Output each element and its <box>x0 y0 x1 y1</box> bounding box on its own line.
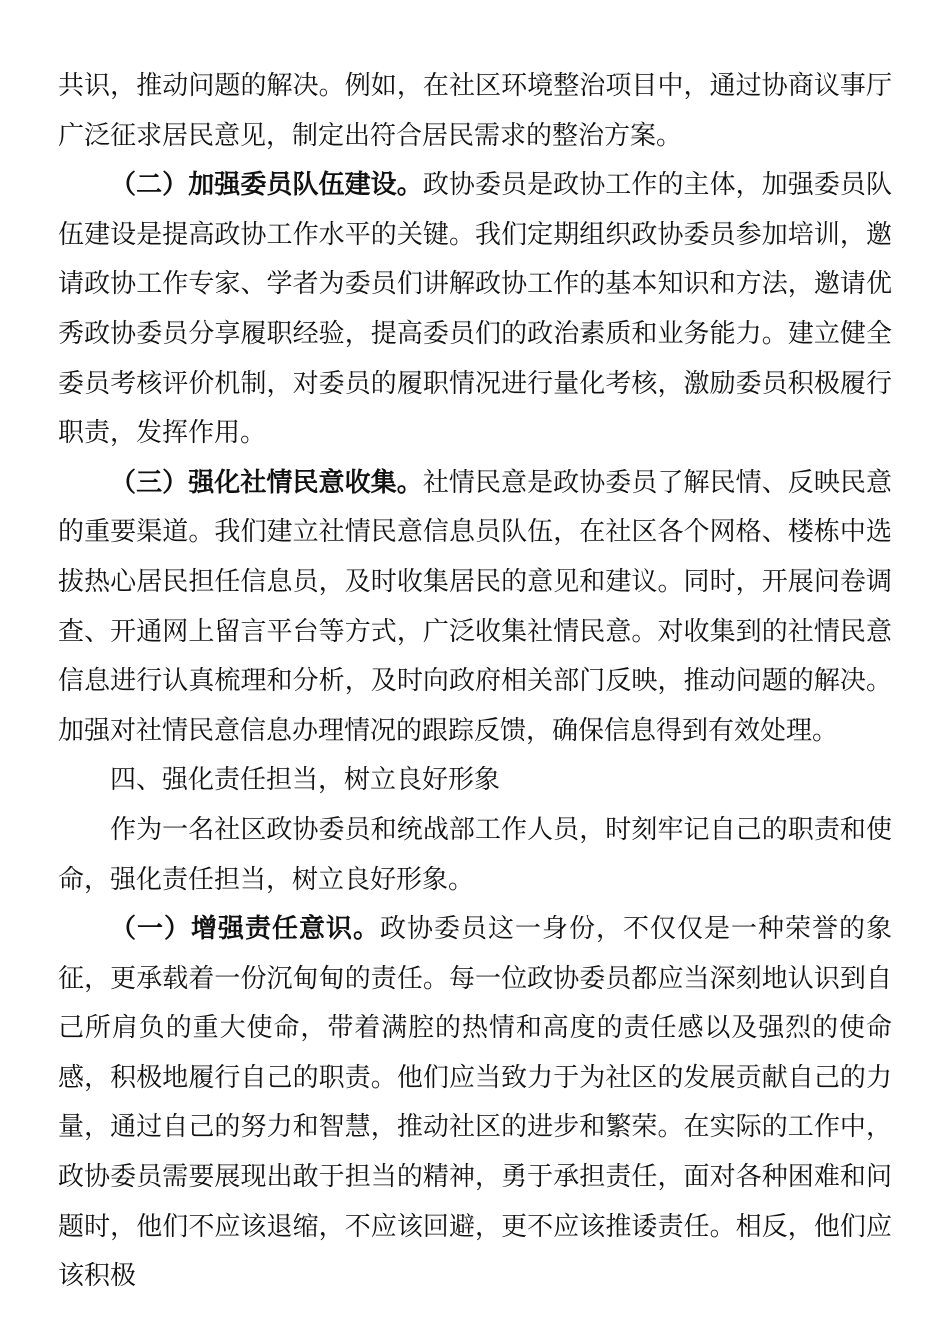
paragraph-text: 作为一名社区政协委员和统战部工作人员，时刻牢记自己的职责和使命，强化责任担当，树立良好形象。 <box>58 814 892 895</box>
section-heading: 四、强化责任担当，树立良好形象 <box>110 765 501 796</box>
paragraph-text: 政协委员是政协工作的主体，加强委员队伍建设是提高政协工作水平的关键。我们定期组织政协委员参加培训，邀请政协工作专家、学者为委员们讲解政协工作的基本知识和方法，邀请优秀政协委员分享履职经验，提高委员们的政治素质和业务能力。建立健全委员考核评价机制，对委员的履职情况进行量化考核，激励委员积极履行职责，发挥作用。 <box>58 170 892 449</box>
document-page <box>58 62 892 1302</box>
paragraph-text: 共识，推动问题的解决。例如，在社区环境整治项目中，通过协商议事厅广泛征求居民意见，制定出符合居民需求的整治方案。 <box>58 71 892 151</box>
paragraph-text: 政协委员这一身份，不仅仅是一种荣誉的象征，更承载着一份沉甸甸的责任。每一位政协委员都应当深刻地认识到自己所肩负的重大使命，带着满腔的热情和高度的责任感以及强烈的使命感，积极地履行自己的职责。他们应当致力于为社区的发展贡献自己的力量，通过自己的努力和智慧，推动社区的进步和繁荣。在实际的工作中，政协委员需要展现出敢于担当的精神，勇于承担责任，面对各种困难和问题时，他们不应该退缩，不应该回避，更不应该推诿责任。相反，他们应该积极 <box>58 914 892 1292</box>
paragraph-continuation <box>58 62 892 161</box>
paragraph-public-opinion <box>58 459 892 757</box>
paragraph-lead-heading: （三）强化社情民意收集。 <box>110 467 423 498</box>
paragraph-responsibility <box>58 905 892 1302</box>
paragraph-text: 社情民意是政协委员了解民情、反映民意的重要渠道。我们建立社情民意信息员队伍，在社区各个网格、楼栋中选拔热心居民担任信息员，及时收集居民的意见和建议。同时，开展问卷调查、开通网上留言平台等方式，广泛收集社情民意。对收集到的社情民意信息进行认真梳理和分析，及时向政府相关部门反映，推动问题的解决。加强对社情民意信息办理情况的跟踪反馈，确保信息得到有效处理。 <box>58 467 892 746</box>
paragraph-lead-heading: （一）增强责任意识。 <box>110 914 380 945</box>
paragraph-team-building <box>58 161 892 459</box>
paragraph-lead-heading: （二）加强委员队伍建设。 <box>110 170 423 201</box>
paragraph-intro <box>58 806 892 905</box>
